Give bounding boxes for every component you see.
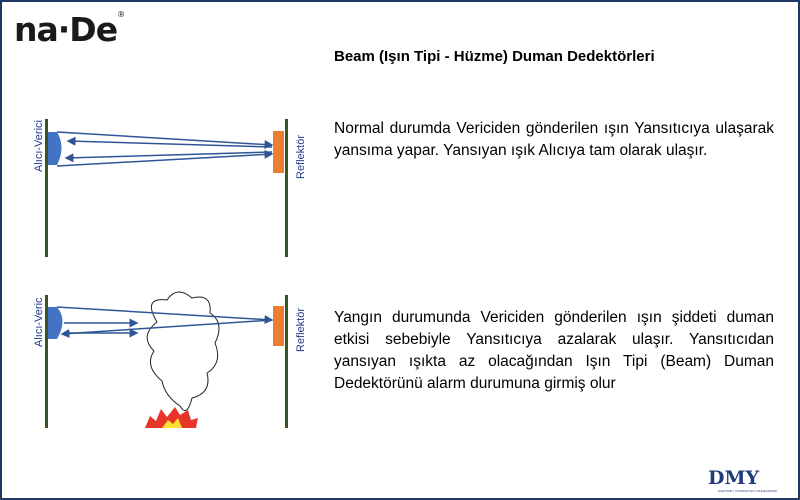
left-pole [45, 119, 48, 257]
transceiver-label: Alıcı-Verici [33, 120, 45, 172]
detector [48, 132, 62, 165]
right-pole [285, 119, 288, 257]
diagram-normal [33, 119, 307, 257]
normal-state-description: Normal durumda Vericiden gönderilen ışın Yansıtıcıya ulaşarak yansıma yapar. Yansıyan ışık Alıcıya tam olarak ulaşır. [334, 120, 774, 159]
reflector [273, 131, 284, 173]
beam-diagrams [2, 2, 332, 442]
svg-text:Alıcı-Veric: Alıcı-Veric [33, 297, 45, 347]
dmy-logo: DMY ELEKTRİK | OTOMASYON | MÜHENDİSLİK [708, 467, 778, 493]
slide-title: Beam (Işın Tipi - Hüzme) Duman Dedektörleri [334, 48, 655, 65]
detector [48, 307, 63, 339]
reflector [273, 306, 284, 346]
reflector-label: Reflektör [295, 134, 307, 179]
svg-text:Reflektör: Reflektör [295, 307, 307, 352]
smoke-icon [147, 292, 219, 411]
nade-logo: na·De® [14, 10, 125, 49]
fire-state-description: Yangın durumunda Vericiden gönderilen ışın şiddeti duman etkisi sebebiyle Yansıtıcıya azalarak ulaşır. Yansıtıcıdan yansıyan ışıkta az olacağından Işın Tipi (Beam) Duman Dedektörünü alarm durumuna girmiş olur [334, 309, 774, 392]
diagram-fire [33, 292, 307, 428]
